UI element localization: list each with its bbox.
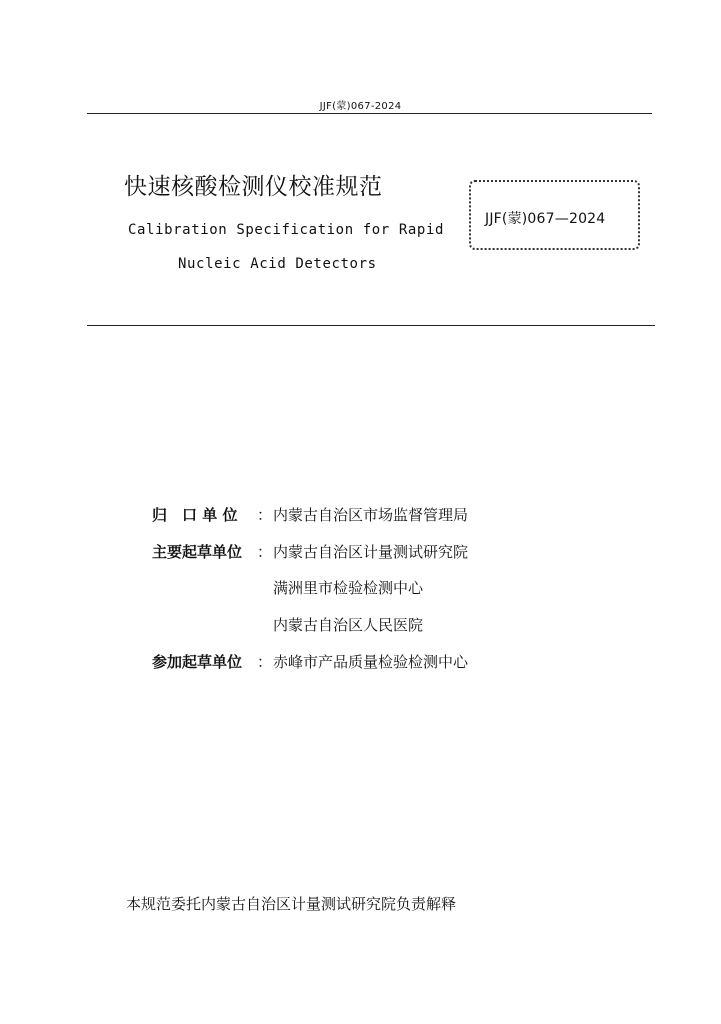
colon: ： <box>257 506 273 524</box>
title-rule <box>87 325 655 326</box>
authority-label: 归 口 单 位 <box>152 506 238 524</box>
main-drafting-value-1: 内蒙古自治区计量测试研究院 <box>273 543 469 561</box>
main-drafting-value-2: 满洲里市检验检测中心 <box>273 579 424 597</box>
title-english-line2: Nucleic Acid Detectors <box>178 256 377 272</box>
main-drafting-value-3: 内蒙古自治区人民医院 <box>273 616 424 634</box>
colon: ： <box>257 653 273 671</box>
title-chinese: 快速核酸检测仪校准规范 <box>124 174 383 200</box>
colon: ： <box>257 543 273 561</box>
document-code: JJF(蒙)067—2024 <box>485 211 606 227</box>
header-document-code: JJF(蒙)067-2024 <box>319 101 402 112</box>
header-rule <box>87 113 652 114</box>
title-english-line1: Calibration Specification for Rapid <box>128 222 445 238</box>
interpretation-note: 本规范委托内蒙古自治区计量测试研究院负责解释 <box>126 895 457 913</box>
authority-value: 内蒙古自治区市场监督管理局 <box>273 506 469 524</box>
participating-label: 参加起草单位 <box>152 653 243 671</box>
participating-value: 赤峰市产品质量检验检测中心 <box>273 653 469 671</box>
document-code-box <box>469 180 640 250</box>
main-drafting-label: 主要起草单位 <box>152 543 243 561</box>
